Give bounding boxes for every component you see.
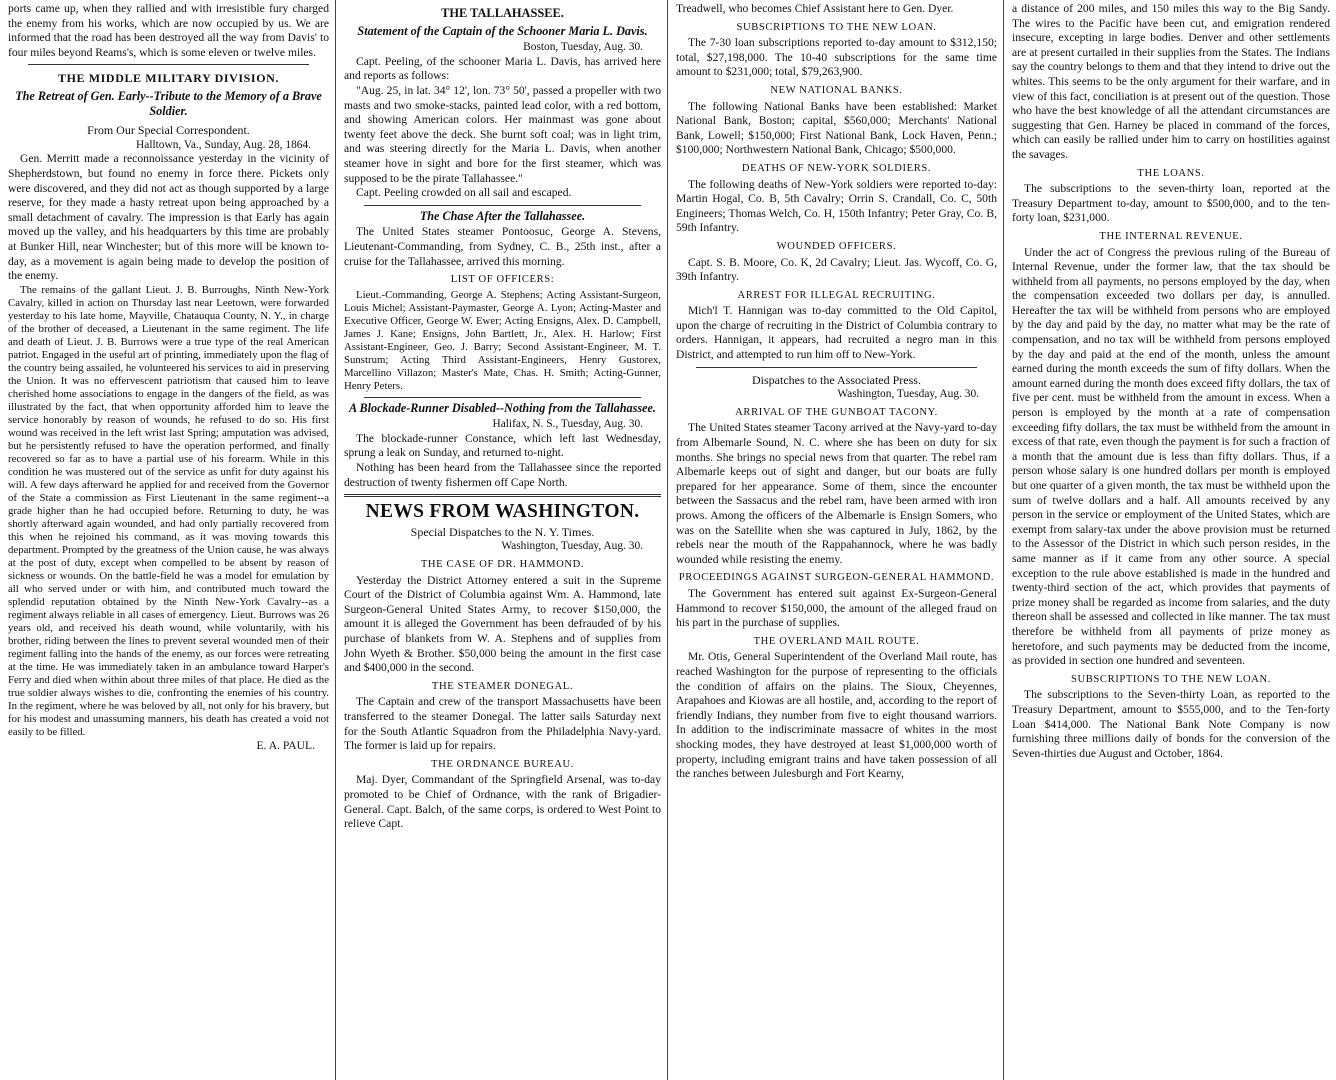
col1-intro: ports came up, when they rallied and with irresistible fury charged the enemy from his works, which are now occupied by us. We are informed that the road has been destroyed all the way from Davis' to four miles beyond Reams's, which is some eleven or twelve miles. bbox=[8, 2, 329, 59]
col1-subheading: The Retreat of Gen. Early--Tribute to the Memory of a Brave Soldier. bbox=[15, 88, 322, 118]
col4-paragraph-3: The subscriptions to the Seven-thirty Loan, as reported to the Treasury Department, amount to $555,000, and to the Ten-forty Loan $414,000. The National Bank Note Company is now furnishing three millions daily of bonds for the conversion of the Seven-thirties due August and October, 1864. bbox=[1012, 688, 1330, 760]
col1-paragraph-2: The remains of the gallant Lieut. J. B. Burroughs, Ninth New-York Cavalry, killed in action on Thursday last near Leetown, were forwarded yesterday to his late home, Mayville, Chatauqua County, N. Y., in charge of the brother of deceased, a Lieutenant in the same regiment. The life and death of Lieut. J. B. Burrows were a true type of the real American patriot. Engaged in the useful art of printing, immediately upon the flag of the country being assailed, he volunteered his services to aid in preserving the Union. It was no effervescent patriotism that caused him to leave cherished home associations to engage in the dangers of the field, as was illustrated by the fact, that when opportunity afforded him to leave the service honorably by reason of wounds, he refused to do so. His first wound was received in the left wrist last Spring; amputation was advised, but he persistently refused to have the operation performed, and finally recovered so far as to have a partial use of his forearm. While in this condition he was mustered out of the service as unfit for duty against his will. A few days afterward he applied for and received from the Governor of the State a commission as First Lieutenant in the same regiment--a grade higher than he had occupied before. Returning to duty, he was shortly afterward again wounded, and had only partially recovered from this when he rejoined his command, as it was moving towards this department. Prompted by the greatness of the Union cause, he was always at the post of duty, except when compelled to be absent by reason of sickness or wounds. On the battle-field he was a model for emulation by all who served under or with him, and contributed much toward the splendid reputation obtained by the Ninth New-York Cavalry--as a regiment always reliable in all cases of emergency. Lieut. Burrows was 26 years old, and received his death wound, while voluntarily, with his brother, riding between the lines to prevent several wounded men of their regiment falling into the hands of the enemy, as our forces were retreating at the time. He was immediately taken in an ambulance toward Harper's Ferry and died when within about three miles of that place. He died as the true soldier always wishes to die, confronting the enemies of his country. In the regiment, where he was beloved by all, not only for his bravery, but for his modest and unassuming manners, his death has created a void not easily to be filled. bbox=[8, 283, 329, 738]
col4-heading-subscriptions: SUBSCRIPTIONS TO THE NEW LOAN. bbox=[1071, 673, 1271, 685]
col3-heading-proceedings: PROCEEDINGS AGAINST SURGEON-GENERAL HAMMOND. bbox=[678, 572, 995, 584]
col3-paragraph-3: The following deaths of New-York soldiers were reported to-day: Martin Hogal, Co. B, 5th Cavalry; Orrin S. Crandall, Co. C, 50th Engineers; Thomas Welch, Co. H, 150th Infantry; Peter Gray, Co. B, 59th Infantry. bbox=[676, 177, 997, 235]
col3-intro: Treadwell, who becomes Chief Assistant here to Gen. Dyer. bbox=[676, 2, 954, 15]
col4-intro: a distance of 200 miles, and 150 miles this way to the Big Sandy. The wires to the Pacific have been cut, and emigration rendered insecure, excepting in large bodies. Denver and other settlements are at present curtailed in their supplies from the States. The Indians say the country belongs to them and that they intend to drive out the whites. This seems to be the only argument for their warfare, and in view of this fact, conciliation is at present out of the question. Those who have the best knowledge of all the attendant circumstances are suggesting that Gen. Harney be placed in command of the forces, which can easily be rallied under him to carry on hostilities against the savages. bbox=[1012, 2, 1330, 161]
col2-special-dispatches: Special Dispatches to the N. Y. Times. bbox=[410, 524, 595, 539]
column-3 bbox=[668, 0, 1004, 1080]
col2-heading-ordnance: THE ORDNANCE BUREAU. bbox=[431, 758, 574, 770]
col2-heading-donegal: THE STEAMER DONEGAL. bbox=[431, 680, 574, 692]
col2-subheading-statement: Statement of the Captain of the Schooner Maria L. Davis. bbox=[357, 23, 648, 38]
col3-heading-wounded: WOUNDED OFFICERS. bbox=[776, 240, 897, 252]
col3-paragraph-5: Mich'l T. Hannigan was to-day committed to the Old Capitol, upon the charge of recruiting in the District of Columbia contrary to orders. Hannigan, it appears, had recruited a negro man in this District, and attempted to run him off to New-York. bbox=[676, 304, 997, 362]
col3-heading-tacony: ARRIVAL OF THE GUNBOAT TACONY. bbox=[735, 406, 938, 418]
column-2 bbox=[336, 0, 668, 1080]
col2-paragraph-8: The Captain and crew of the transport Massachusetts have been transferred to the steamer Donegal. The latter sails Saturday next for the South Atlantic Squadron from the Philadelphia Navy-yard. The former is laid up for repairs. bbox=[344, 695, 661, 753]
col3-paragraph-2: The following National Banks have been established: Market National Bank, Boston; capital, $560,000; Merchants' National Bank, Lowell; $150,000; First National Bank, Lock Haven, Penn.; $100,000; Northwestern National Bank, Chicago; $500,000. bbox=[676, 99, 997, 157]
col4-paragraph-2: Under the act of Congress the previous ruling of the Bureau of Internal Revenue, under the former law, that the tax should be withheld from all payments, no persons employed by the day, when the compensation exceeded two dollars per day, is annulled. Hereafter the tax will be withheld from persons who are employed by the day and paid by the day, no matter what may be the rate of compensation, and no tax will be withheld from persons employed by the day and paid at the end of the month, unless the amount earned during the month exceeds the sum of fifty dollars. When the amount earned during the month does exceed fifty dollars, the tax of five per cent. must be withheld from the amount in excess. When a person is employed by the month at a rate of compensation exceeding fifty dollars, the tax must be withheld from the amount in excess of that rate, even though the payment is for such a fraction of a month that the amount due is less than fifty dollars. Thus, if a person whose salary is one hundred dollars per month is employed but one quarter of a given month, the tax must be withheld upon the sum of twelve dollars and a half. All amounts received by any person in the service or employment of the United States, which are exempt from salary-tax under the above provision must be returned to the Assessor of the District in which such person resides, in the same manner as if it came from any other source. A special exception to the rule above established is made in the hundred and twenty-third section of the act, which provides that payments of prize money shall be regarded as income from salaries, and the duty thereon shall be assessed and collected in like manner. The tax must therefore be withheld from all payments of prize money as heretofore, and such payments may be deducted from the income, as provided in section one hundred and seventeen. bbox=[1012, 245, 1330, 668]
col2-subheading-chase: The Chase After the Tallahassee. bbox=[419, 208, 586, 223]
col2-paragraph-4: The United States steamer Pontoosuc, George A. Stevens, Lieutenant-Commanding, from Sydney, C. B., 25th inst., after a cruise for the Tallahassee, arrived this morning. bbox=[344, 225, 661, 268]
col2-paragraph-3: Capt. Peeling crowded on all sail and escaped. bbox=[356, 186, 572, 200]
col3-heading-arrest: ARREST FOR ILLEGAL RECRUITING. bbox=[737, 289, 936, 301]
col3-heading-deaths: DEATHS OF NEW-YORK SOLDIERS. bbox=[741, 162, 932, 174]
col1-dateline: Halltown, Va., Sunday, Aug. 28, 1864. bbox=[136, 138, 311, 151]
col2-dateline-washington: Washington, Tuesday, Aug. 30. bbox=[501, 540, 643, 553]
col2-headline: THE TALLAHASSEE. bbox=[441, 6, 564, 20]
col3-heading-subscriptions: SUBSCRIPTIONS TO THE NEW LOAN. bbox=[736, 21, 937, 33]
col2-big-headline: NEWS FROM WASHINGTON. bbox=[365, 501, 640, 523]
column-4 bbox=[1004, 0, 1336, 1080]
col2-subheading-blockade: A Blockade-Runner Disabled--Nothing from the Tallahassee. bbox=[349, 400, 656, 415]
divider bbox=[28, 64, 309, 65]
col2-dateline-halifax: Halifax, N. S., Tuesday, Aug. 30. bbox=[492, 418, 643, 431]
divider bbox=[364, 205, 641, 206]
col2-paragraph-6: Nothing has been heard from the Tallahassee since the reported destruction of twenty fishermen off Cape North. bbox=[344, 461, 661, 489]
col4-heading-loans: THE LOANS. bbox=[1137, 167, 1205, 179]
col2-heading-hammond: THE CASE OF DR. HAMMOND. bbox=[420, 559, 585, 571]
col3-associated-press: Dispatches to the Associated Press. bbox=[752, 372, 921, 387]
col2-dateline-boston: Boston, Tuesday, Aug. 30. bbox=[523, 41, 643, 54]
col2-officers-heading: LIST OF OFFICERS: bbox=[450, 274, 555, 286]
col3-heading-overland: THE OVERLAND MAIL ROUTE. bbox=[753, 635, 920, 647]
col3-paragraph-1: The 7-30 loan subscriptions reported to-day amount to $312,150; total, $27,198,000. The 10-40 subscriptions for the same time amount to $231,000; total, $79,263,900. bbox=[676, 36, 997, 79]
double-divider bbox=[344, 494, 661, 497]
col2-paragraph-9: Maj. Dyer, Commandant of the Springfield Arsenal, was to-day promoted to be Chief of Ordnance, with the rank of Brigadier-General. Capt. Balch, of the same corps, is ordered to West Point to relieve Capt. bbox=[344, 773, 661, 831]
col2-paragraph-7: Yesterday the District Attorney entered a suit in the Supreme Court of the District of Columbia against Wm. A. Hammond, late Surgeon-General United States Army, to recover $150,000, the amount it is alleged the Government has been defrauded of by his purchase of blankets from W. A. Stephens and of supplies from John Wyeth & Brother. $50,000 being the amount in the first case and $400,000 in the second. bbox=[344, 573, 661, 675]
col3-dateline: Washington, Tuesday, Aug. 30. bbox=[837, 388, 979, 401]
col3-paragraph-7: The Government has entered suit against Ex-Surgeon-General Hammond to recover $150,000, the amount of the alleged fraud on his part in the purchase of supplies. bbox=[676, 586, 997, 630]
col3-paragraph-8: Mr. Otis, General Superintendent of the Overland Mail route, has reached Washington for the purpose of representing to the officials the condition of affairs on the plains. The Sioux, Cheyennes, Arapahoes and Kiowas are all hostile, and, according to the report of friendly Indians, they number from five to eight thousand warriors. In addition to the indiscriminate massacre of whites in the most shocking modes, they have destroyed at least $1,000,000 worth of property, including emigrant trains and have taken possession of all the ranches between Julesburgh and Fort Kearny, bbox=[676, 650, 997, 781]
col1-signature: E. A. PAUL. bbox=[256, 738, 315, 752]
divider bbox=[364, 397, 641, 398]
col3-heading-banks: NEW NATIONAL BANKS. bbox=[770, 84, 903, 96]
col1-paragraph-1: Gen. Merritt made a reconnoissance yesterday in the vicinity of Shepherdstown, but found no enemy in force there. Pickets only were discovered, and they did not act as though supported by a large reserve, for they made a hasty retreat upon being approached by a small detachment of cavalry. The impression is that Early has again moved up the valley, and his headquarters by this time are probably at Bunker Hill, near Winchester; but of this more will be known to-day, as a movement is again being made to develop the position of the enemy. bbox=[8, 152, 329, 283]
col1-department-heading: THE MIDDLE MILITARY DIVISION. bbox=[57, 71, 279, 86]
col1-correspondent: From Our Special Correspondent. bbox=[87, 123, 250, 138]
col2-paragraph-2: "Aug. 25, in lat. 34° 12', lon. 73° 50', passed a propeller with two masts and two smoke-stacks, painted lead color, with a red bottom, and showing American colors. Her mainmast was gone about twenty feet above the deck. She burnt soft coal; was in light trim, and was steering directly for the Maria L. Davis, when another steamer hove in sight and bore for the first steamer, which was supposed to be the pirate Tallahassee." bbox=[344, 83, 661, 185]
col3-paragraph-6: The United States steamer Tacony arrived at the Navy-yard to-day from Albemarle Sound, N. C. where she has been on duty for six months. She brings no special news from that quarter. The rebel ram Albemarle keeps out of sight and danger, but our boats are fully prepared for her appearance. Some of them, since the encounter between the Sassacus and the rebel ram, have been armed with iron prows. Among the officers of the Albemarle is Ensign Somers, who was on the Satellite when she was captured in July, 1862, by the rebels near the mouth of the Rappahannock, where he was badly wounded while resisting the enemy. bbox=[676, 421, 997, 566]
column-1 bbox=[0, 0, 336, 1080]
col4-heading-revenue: THE INTERNAL REVENUE. bbox=[1099, 230, 1243, 242]
col2-paragraph-1: Capt. Peeling, of the schooner Maria L. Davis, has arrived here and reports as follows: bbox=[344, 54, 661, 83]
col2-officers-list: Lieut.-Commanding, George A. Stephens; Acting Assistant-Surgeon, Louis Michel; Assistant-Paymaster, George A. Lyon; Acting-Master and Executive Officer, George W. Ewer; Acting Ensigns, Alex. D. Campbell, James J. Kane; Ensigns, John Bartlett, Jr., Alex. H. Harlow; First Assistant-Engineer, Geo. J. Barry; Second Assistant-Engineer, M. T. Sunstrum; Acting Third Assistant-Engineers, Henry Gustorex, Marcellino Villazon; Master's Mate, Chas. H. Smith; Acting-Gunner, Henry Peters. bbox=[344, 288, 661, 392]
col4-paragraph-1: The subscriptions to the seven-thirty loan, reported at the Treasury Department to-day, amount to $500,000, and to the ten-forty loan, $231,000. bbox=[1012, 182, 1330, 225]
divider bbox=[696, 367, 977, 368]
col3-paragraph-4: Capt. S. B. Moore, Co. K, 2d Cavalry; Lieut. Jas. Wycoff, Co. G, 39th Infantry. bbox=[676, 255, 997, 284]
col2-paragraph-5: The blockade-runner Constance, which left last Wednesday, sprung a leak on Sunday, and returned to-night. bbox=[344, 431, 661, 460]
